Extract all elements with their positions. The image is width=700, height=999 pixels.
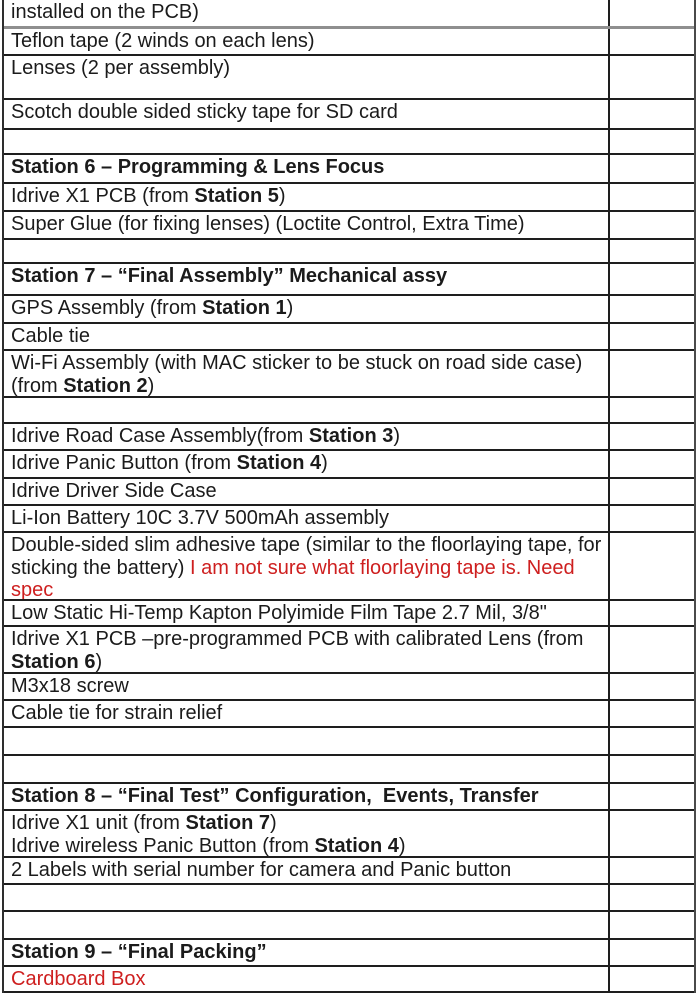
text-segment: Wi-Fi Assembly (with MAC sticker to be stuck on road side case)	[11, 352, 583, 374]
text-segment: Idrive Road Case Assembly(from	[11, 425, 309, 447]
text-line	[11, 452, 602, 475]
table-row	[4, 627, 694, 674]
empty-status-cell	[608, 240, 694, 262]
red-note-text: I am not sure what floorlaying tape is. Need	[189, 556, 575, 579]
text-line	[11, 579, 602, 599]
text-segment: )	[269, 812, 277, 834]
text-line	[11, 557, 602, 580]
text-line	[11, 859, 602, 882]
table-row	[4, 479, 694, 506]
item-description-cell	[4, 728, 608, 754]
empty-status-cell	[608, 701, 694, 726]
text-line	[11, 628, 602, 651]
text-line	[11, 835, 602, 857]
text-segment: Super Glue (for fixing lenses) (Loctite Control, Extra Time)	[11, 213, 525, 235]
item-description-cell	[4, 212, 608, 238]
text-line	[11, 602, 602, 625]
text-line	[11, 968, 602, 991]
text-line	[11, 30, 602, 53]
text-segment: Double-sided slim adhesive tape (similar to the floorlaying tape, for	[11, 534, 602, 556]
item-description-cell	[4, 184, 608, 210]
text-segment: GPS Assembly (from	[11, 297, 203, 319]
text-segment: Teflon tape (2 winds on each lens)	[11, 30, 315, 52]
table-row	[4, 56, 694, 100]
item-description-cell	[4, 130, 608, 153]
empty-status-cell	[608, 296, 694, 322]
text-segment: Idrive X1 unit (from	[11, 812, 186, 834]
text-line	[11, 101, 602, 124]
empty-status-cell	[608, 0, 694, 26]
text-line	[11, 352, 602, 375]
table-row	[4, 756, 694, 784]
text-segment: )	[95, 650, 103, 672]
empty-status-cell	[608, 451, 694, 477]
empty-status-cell	[608, 424, 694, 449]
empty-status-cell	[608, 756, 694, 782]
text-segment: )	[398, 834, 406, 856]
empty-status-cell	[608, 479, 694, 504]
bold-text-segment: Station 6 – Programming & Lens Focus	[11, 156, 385, 178]
table-row	[4, 701, 694, 728]
table-row	[4, 240, 694, 264]
empty-status-cell	[608, 398, 694, 422]
table-row	[4, 130, 694, 155]
bold-text-segment: Station 2	[63, 374, 148, 396]
text-line	[11, 941, 602, 964]
item-description-cell	[4, 0, 608, 26]
table-row	[4, 264, 694, 296]
text-line	[11, 265, 602, 288]
item-description-cell	[4, 674, 608, 699]
empty-status-cell	[608, 56, 694, 98]
text-line	[11, 297, 602, 320]
text-segment: sticking the battery)	[11, 556, 190, 579]
empty-status-cell	[608, 674, 694, 699]
table-row	[4, 351, 694, 398]
item-description-cell	[4, 601, 608, 625]
empty-status-cell	[608, 100, 694, 128]
item-description-cell	[4, 398, 608, 422]
text-segment: )	[321, 452, 328, 474]
table-row	[4, 601, 694, 627]
empty-status-cell	[608, 155, 694, 182]
item-description-cell	[4, 155, 608, 182]
text-line	[11, 57, 602, 80]
bold-text-segment: Station 7	[185, 812, 270, 834]
table-row	[4, 912, 694, 940]
item-description-cell	[4, 858, 608, 883]
item-description-cell	[4, 756, 608, 782]
item-description-cell	[4, 240, 608, 262]
table-row	[4, 533, 694, 601]
empty-status-cell	[608, 627, 694, 672]
text-line	[11, 702, 602, 725]
table-row	[4, 424, 694, 451]
empty-status-cell	[608, 885, 694, 910]
table-row	[4, 324, 694, 351]
text-line	[11, 480, 602, 503]
item-description-cell	[4, 885, 608, 910]
table-row	[4, 100, 694, 130]
table-row	[4, 674, 694, 701]
text-segment: Idrive Panic Button (from	[11, 452, 237, 474]
text-line	[11, 812, 602, 835]
text-segment: Lenses (2 per assembly)	[11, 57, 230, 79]
text-segment: (from	[11, 374, 64, 396]
text-segment: 2 Labels with serial number for camera and Panic button	[11, 859, 512, 881]
table-row	[4, 155, 694, 184]
empty-status-cell	[608, 29, 694, 54]
item-description-cell	[4, 912, 608, 938]
empty-status-cell	[608, 858, 694, 883]
bold-text-segment: Station 8 – “Final Test” Configuration, Events, Transfer	[11, 785, 539, 807]
table-row	[4, 0, 694, 29]
table-row	[4, 885, 694, 912]
table-row	[4, 29, 694, 56]
text-line	[11, 213, 602, 236]
text-segment: Cable tie for strain relief	[11, 702, 223, 724]
text-segment: Scotch double sided sticky tape for SD card	[11, 101, 398, 123]
empty-status-cell	[608, 601, 694, 625]
item-description-cell	[4, 29, 608, 54]
table-row	[4, 811, 694, 858]
text-segment: )	[393, 425, 401, 447]
item-description-cell	[4, 56, 608, 98]
item-description-cell	[4, 451, 608, 477]
parts-table	[2, 0, 696, 993]
item-description-cell	[4, 324, 608, 349]
item-description-cell	[4, 424, 608, 449]
item-description-cell	[4, 479, 608, 504]
text-segment: )	[278, 185, 286, 207]
text-line	[11, 185, 602, 208]
bold-text-segment: Station 7 – “Final Assembly” Mechanical assy	[11, 265, 448, 287]
text-segment: Cable tie	[11, 325, 90, 347]
table-row	[4, 858, 694, 885]
red-note-text: spec	[11, 579, 54, 599]
empty-status-cell	[608, 811, 694, 856]
text-line	[11, 156, 602, 179]
item-description-cell	[4, 264, 608, 294]
table-row	[4, 451, 694, 479]
bold-text-segment: Station 9 – “Final Packing”	[11, 941, 267, 963]
text-segment: Idrive Driver Side Case	[11, 480, 217, 502]
text-segment: Li-Ion Battery 10C 3.7V 500mAh assembly	[11, 507, 389, 529]
empty-status-cell	[608, 784, 694, 809]
text-line	[11, 785, 602, 808]
text-segment: )	[147, 374, 155, 396]
item-description-cell	[4, 811, 608, 856]
item-description-cell	[4, 940, 608, 965]
text-line	[11, 651, 602, 673]
text-line	[11, 375, 602, 397]
bold-text-segment: Station 5	[194, 185, 279, 207]
table-row	[4, 212, 694, 240]
empty-status-cell	[608, 351, 694, 396]
text-segment: M3x18 screw	[11, 675, 129, 697]
bold-text-segment: Station 3	[308, 425, 394, 447]
bold-text-segment: Station 4	[314, 834, 399, 856]
text-segment: Idrive X1 PCB –pre-programmed PCB with calibrated Lens (from	[11, 628, 584, 650]
text-line	[11, 1, 602, 24]
text-line	[11, 507, 602, 530]
text-segment: installed on the PCB)	[11, 1, 199, 23]
text-line	[11, 425, 602, 448]
empty-status-cell	[608, 533, 694, 599]
table-row	[4, 296, 694, 324]
empty-status-cell	[608, 728, 694, 754]
empty-status-cell	[608, 967, 694, 991]
text-segment: Idrive X1 PCB (from	[11, 185, 195, 207]
item-description-cell	[4, 100, 608, 128]
table-row	[4, 940, 694, 967]
text-segment: Low Static Hi-Temp Kapton Polyimide Film Tape 2.7 Mil, 3/8"	[11, 602, 547, 624]
item-description-cell	[4, 701, 608, 726]
bold-text-segment: Station 6	[11, 650, 96, 672]
item-description-cell	[4, 296, 608, 322]
table-row	[4, 398, 694, 424]
empty-status-cell	[608, 324, 694, 349]
text-segment: Idrive wireless Panic Button (from	[11, 834, 315, 856]
empty-status-cell	[608, 912, 694, 938]
item-description-cell	[4, 506, 608, 531]
item-description-cell	[4, 627, 608, 672]
empty-status-cell	[608, 184, 694, 210]
bold-text-segment: Station 4	[236, 452, 322, 474]
item-description-cell	[4, 784, 608, 809]
text-line	[11, 534, 602, 557]
item-description-cell	[4, 967, 608, 991]
item-description-cell	[4, 351, 608, 396]
table-row	[4, 506, 694, 533]
empty-status-cell	[608, 130, 694, 153]
table-row	[4, 967, 694, 993]
item-description-cell	[4, 533, 608, 599]
text-line	[11, 675, 602, 698]
empty-status-cell	[608, 212, 694, 238]
bold-text-segment: Station 1	[202, 297, 287, 319]
table-row	[4, 784, 694, 811]
table-row	[4, 728, 694, 756]
empty-status-cell	[608, 506, 694, 531]
text-segment: )	[286, 297, 294, 319]
empty-status-cell	[608, 264, 694, 294]
empty-status-cell	[608, 940, 694, 965]
text-line	[11, 325, 602, 348]
red-note-text: Cardboard Box	[11, 968, 146, 990]
table-row	[4, 184, 694, 212]
